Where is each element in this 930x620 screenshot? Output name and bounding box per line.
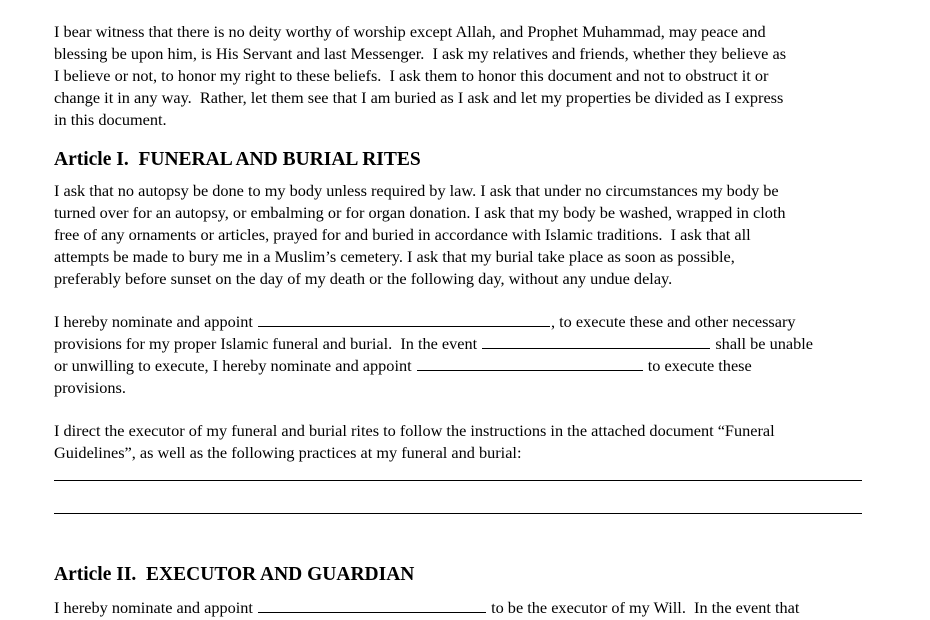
- line-text: shall be unable: [711, 334, 813, 353]
- preamble-line: in this document.: [54, 110, 167, 129]
- line-text: or unwilling to execute, I hereby nominate and appoint: [54, 356, 416, 375]
- paragraph-line: free of any ornaments or articles, prayed for and buried in accordance with Islamic traditions. I ask that all: [54, 225, 751, 244]
- alternate-executor-blank[interactable]: [417, 356, 643, 371]
- paragraph-line: [54, 334, 813, 354]
- article-2-heading: Article II. EXECUTOR AND GUARDIAN: [54, 564, 415, 585]
- line-text: , to execute these and other necessary: [551, 312, 796, 331]
- line-text: provisions for my proper Islamic funeral and burial. In the event: [54, 334, 482, 353]
- paragraph-line: [54, 312, 796, 332]
- preamble-line: I bear witness that there is no deity worthy of worship except Allah, and Prophet Muhammad, may peace and: [54, 22, 766, 41]
- line-text: I hereby nominate and appoint: [54, 312, 257, 331]
- paragraph-line: attempts be made to bury me in a Muslim’s cemetery. I ask that my burial take place as soon as possible,: [54, 247, 735, 266]
- paragraph-line: turned over for an autopsy, or embalming or for organ donation. I ask that my body be washed, wrapped in cloth: [54, 203, 786, 222]
- line-text: I hereby nominate and appoint: [54, 598, 257, 617]
- will-executor-blank[interactable]: [258, 598, 486, 613]
- paragraph-line: I direct the executor of my funeral and burial rites to follow the instructions in the attached document “Funeral: [54, 421, 775, 440]
- line-text: to execute these: [643, 356, 752, 375]
- funeral-executor-blank[interactable]: [258, 312, 550, 327]
- practices-fill-line[interactable]: [54, 480, 862, 481]
- preamble-line: blessing be upon him, is His Servant and last Messenger. I ask my relatives and friends, whether they believe as: [54, 44, 787, 63]
- paragraph-line: provisions.: [54, 378, 126, 397]
- article-1-heading: Article I. FUNERAL AND BURIAL RITES: [54, 149, 421, 170]
- paragraph-line: preferably before sunset on the day of my death or the following day, without any undue delay.: [54, 269, 673, 288]
- line-text: to be the executor of my Will. In the event that: [487, 598, 800, 617]
- event-name-blank[interactable]: [482, 334, 710, 349]
- paragraph-line: I ask that no autopsy be done to my body unless required by law. I ask that under no circumstances my body be: [54, 181, 779, 200]
- paragraph-line: [54, 598, 799, 618]
- preamble-line: I believe or not, to honor my right to these beliefs. I ask them to honor this document and not to obstruct it or: [54, 66, 769, 85]
- preamble-line: change it in any way. Rather, let them see that I am buried as I ask and let my properties be divided as I express: [54, 88, 784, 107]
- paragraph-line: [54, 356, 752, 376]
- paragraph-line: Guidelines”, as well as the following practices at my funeral and burial:: [54, 443, 522, 462]
- practices-fill-line[interactable]: [54, 513, 862, 514]
